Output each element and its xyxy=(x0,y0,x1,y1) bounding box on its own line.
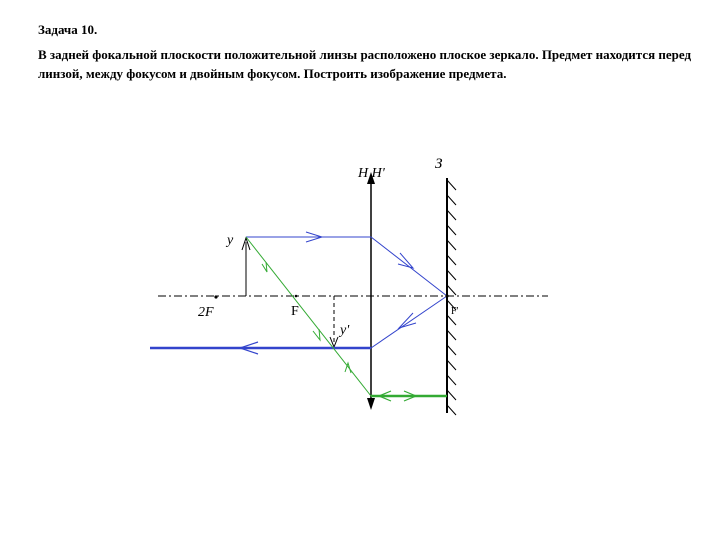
task-title: Задача 10. xyxy=(38,22,98,37)
lens-label: H H' xyxy=(358,166,385,181)
green-ray-through-focus xyxy=(246,237,371,396)
focus-point xyxy=(295,295,298,298)
double-focus-label: 2F xyxy=(198,305,214,320)
focus-label: F xyxy=(291,304,299,319)
mirror-hatching xyxy=(447,180,456,415)
green-ray-arrow-2 xyxy=(313,329,320,340)
back-focus-label: F' xyxy=(451,306,459,317)
blue-ray-reflected-arrow xyxy=(399,313,416,328)
task-statement: В задней фокальной плоскости положительной линзы расположено плоское зеркало. Предмет находится перед линзой, между фокусом и двойным фокусом. Построить изображение предмета. xyxy=(38,47,692,81)
lens-bottom-arrow xyxy=(367,398,375,410)
object-label: y xyxy=(227,233,234,248)
back-focus-point xyxy=(445,294,448,297)
blue-ray-to-focus-arrow xyxy=(398,253,413,268)
image-label: y' xyxy=(340,323,350,338)
green-ray-arrow-1 xyxy=(262,262,267,272)
blue-ray-reflected xyxy=(371,296,447,348)
mirror-label: З xyxy=(435,156,443,172)
double-focus-point xyxy=(214,295,217,298)
green-ray-group xyxy=(246,237,371,396)
